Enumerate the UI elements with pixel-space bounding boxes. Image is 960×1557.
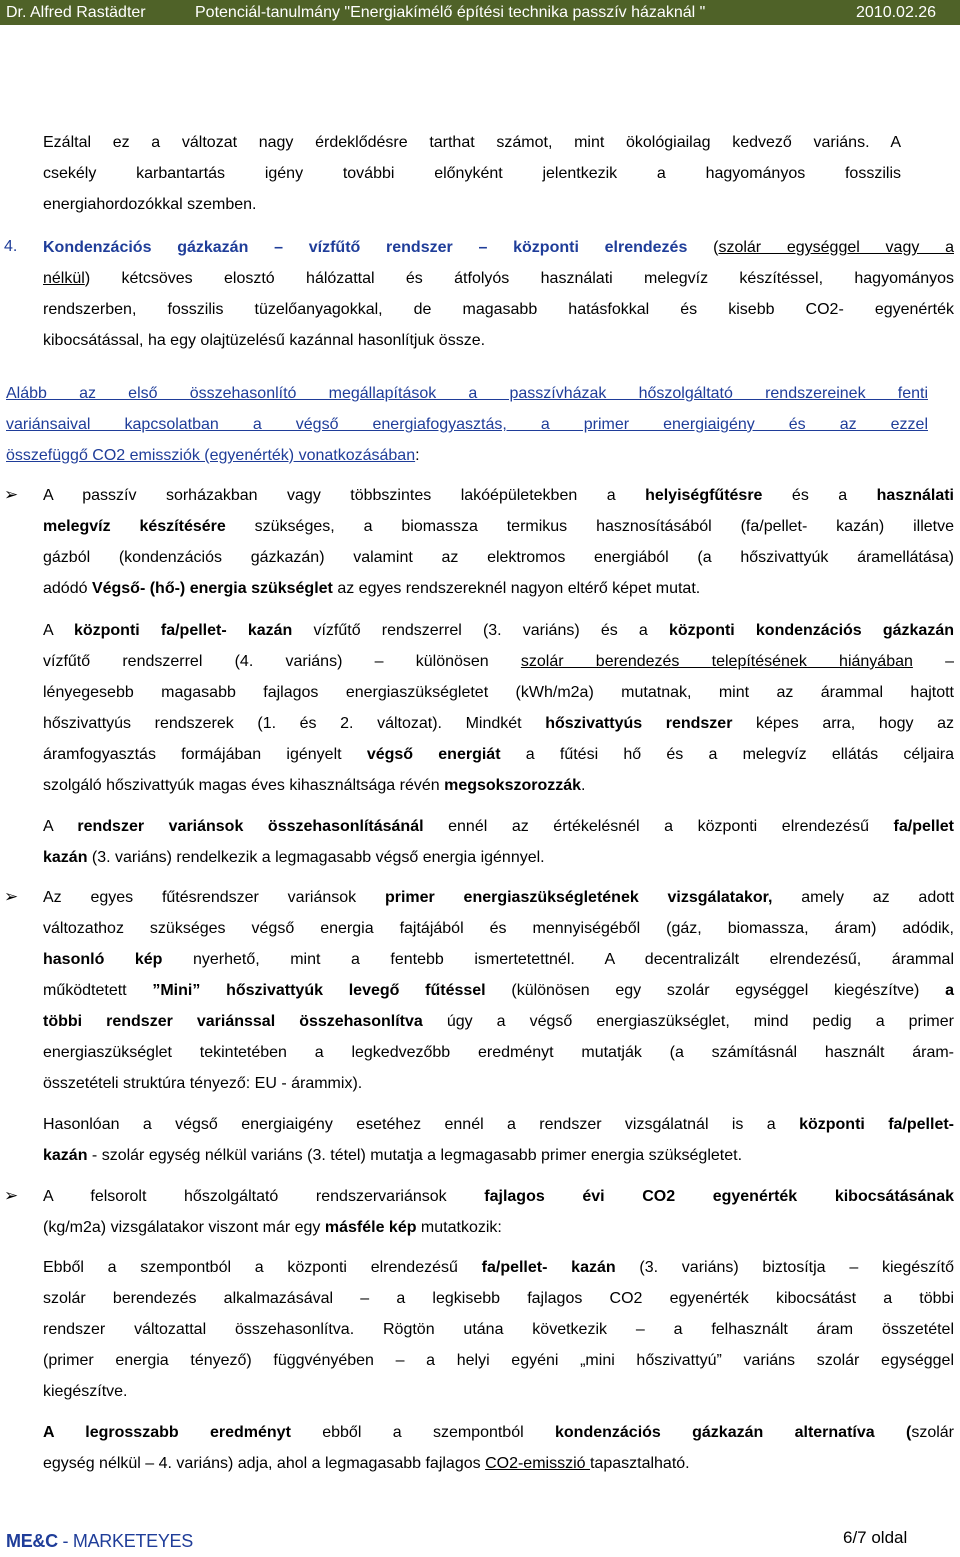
bullet-1-paragraph-2: A központi fa/pellet- kazán vízfűtő rendszerrel (3. variáns) és a központi kondenzációs gázkazán vízfűtő rendszerrel (4. variáns) – különösen szolár berendezés telepítésének hiányában – lényegesebb magasabb fajlagos energiaszükségletet (kWh/m2a) mutatnak, mint az árammal hajtott hőszivattyús rendszerek (1. és 2. változat). Mindkét hőszivattyús rendszer képes arra, hogy az áramfogyasztás formájában igényelt végső energiát a fűtési hő és a melegvíz ellátás céljaira szolgáló hőszivattyúk magas éves kihasználtsága révén megsokszorozzák. (43, 622, 955, 794)
item-4-title: Kondenzációs gázkazán – vízfűtő rendszer – központi elrendezés (43, 239, 688, 256)
item-4-paragraph: Kondenzációs gázkazán – vízfűtő rendszer – központi elrendezés (szolár egységgel vagy a nélkül) kétcsöves elosztó hálózattal és átfolyós használati melegvíz készítéssel, hagyományos rendszerben, fosszilis tüzelőanyagokkal, de magasabb hatásfokkal és kisebb CO2- egyenérték kibocsátással, ha egy olajtüzelésű kazánnal hasonlítjuk össze. (43, 239, 955, 349)
bullet-arrow-icon: ➢ (4, 485, 19, 504)
text-line: energiahordozókkal szemben. (43, 196, 257, 213)
bullet-3-paragraph-3: A legrosszabb eredményt ebből a szempontból kondenzációs gázkazán alternatíva (szolár egység nélkül – 4. variáns) adja, ahol a legmagasabb fajlagos CO2-emisszió tapasztalható. (43, 1424, 954, 1472)
bullet-arrow-icon: ➢ (4, 887, 19, 906)
bullet-2-paragraph-2: Hasonlóan a végső energiaigény esetéhez ennél a rendszer vizsgálatnál is a központi fa/pellet- kazán - szolár egység nélkül variáns (3. tétel) mutatja a legmagasabb primer energia szükségletet. (43, 1116, 955, 1164)
footer-logo: ME&C - MARKETEYES (6, 1531, 193, 1551)
bullet-3-paragraph: A felsorolt hőszolgáltató rendszervariánsok fajlagos évi CO2 egyenérték kibocsátásának (kg/m2a) vizsgálatakor viszont már egy másféle kép mutatkozik: (43, 1188, 954, 1236)
heading-line: Alább az első összehasonlító megállapítások a passzívházak hőszolgáltató rendszereinek fenti (6, 385, 928, 402)
page-number: 6/7 oldal (843, 1528, 908, 1547)
bullet-3-paragraph-2: Ebből a szempontból a központi elrendezésű fa/pellet- kazán (3. variáns) biztosítja – kiegészítő szolár berendezés alkalmazásával – a legkisebb fajlagos CO2 egyenérték kibocsátást a többi rendszer változattal összehasonlítva. Rögtön utána következik – a felhasznált áram összetétel (primer energia tényező) függvényében – a helyi egyéni „mini hőszivattyú” variáns szolár egységgel kiegészítve. (43, 1259, 954, 1400)
heading-line: összefüggő CO2 emissziók (egyenérték) vonatkozásában (6, 447, 416, 464)
bullet-1-paragraph: A passzív sorházakban vagy többszintes lakóépületekben a helyiségfűtésre és a használati melegvíz készítésére szükséges, a biomassza termikus hasznosításából (fa/pellet- kazán) illetve gázból (kondenzációs gázkazán) valamint az elektromos energiából (a hőszivattyúk áramellátása) adódó Végső- (hő-) energia szükséglet az egyes rendszereknél nagyon eltérő képet mutat. (43, 487, 954, 597)
page-header (0, 0, 960, 25)
bullet-1-paragraph-3: A rendszer variánsok összehasonlításánál ennél az értékelésnél a központi elrendezésű fa/pellet kazán (3. variáns) rendelkezik a legmagasabb végső energia igénnyel. (43, 818, 955, 866)
section-heading: Alább az első összehasonlító megállapítások a passzívházak hőszolgáltató rendszereinek fenti variánsaival kapcsolatban a végső energiafogyasztás, a primer energiaigény és az ezzel összefüggő CO2 emissziók (egyenérték) vonatkozásában: (6, 378, 928, 471)
text-line: Ezáltal ez a változat nagy érdeklődésre tarthat számot, mint ökológiailag kedvező variáns. A (43, 134, 901, 151)
intro-paragraph (43, 127, 901, 220)
list-number: 4. (4, 238, 18, 255)
heading-line: variánsaival kapcsolatban a végső energiafogyasztás, a primer energiaigény és az ezzel (6, 416, 928, 433)
bullet-2-paragraph: Az egyes fűtésrendszer variánsok primer energiaszükségletének vizsgálatakor, amely az adott változathoz szükséges végső energia fajtájából és mennyiségéből (gáz, biomassza, áram) adódik, hasonló kép nyerhető, mint a fentebb ismertetettnél. A decentralizált elrendezésű, árammal működtetett ”Mini” hőszivattyúk levegő fűtéssel (különösen egy szolár egységgel kiegészítve) a többi rendszer variánssal összehasonlítva úgy a végső energiaszükséglet, mind pedig a primer energiaszükséglet tekintetében a legkedvezőbb eredményt mutatják (a számításnál használt áram- összetételi struktúra tényező: EU - árammix). (43, 889, 955, 1092)
header-author: Dr. Alfred Rastädter (6, 4, 146, 21)
header-title: Potenciál-tanulmány "Energiakímélő építési technika passzív házaknál " (195, 4, 706, 21)
text-line: csekély karbantartás igény további előnyként jelentkezik a hagyományos fosszilis (43, 165, 901, 182)
header-date: 2010.02.26 (856, 4, 937, 21)
bullet-arrow-icon: ➢ (4, 1186, 19, 1205)
